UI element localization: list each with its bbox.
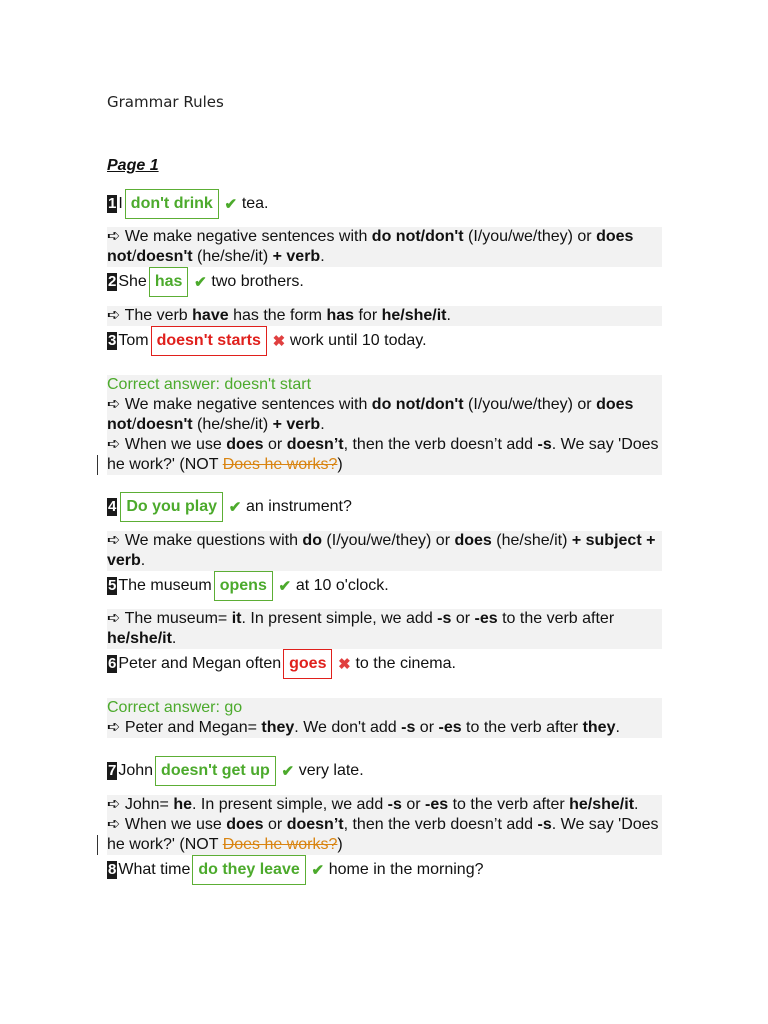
text-cursor [97, 835, 98, 855]
bold-text: doesn’t [286, 436, 344, 453]
explanation-1 [107, 227, 662, 267]
explanation-line [107, 227, 662, 267]
bold-text: -s [537, 816, 552, 833]
check-icon: ✔ [281, 763, 295, 780]
question-7 [107, 755, 364, 787]
bold-text: he/she/it [107, 630, 172, 647]
explanation-line [107, 795, 662, 815]
explanation-4 [107, 531, 662, 571]
question-text-before: I [118, 195, 123, 212]
bold-text: they [582, 719, 616, 736]
question-2 [107, 266, 304, 298]
answer-box: doesn't get up [155, 756, 276, 786]
text-run: . We say 'Does he work?' (NOT [107, 436, 659, 473]
bold-text: + subject + verb [107, 532, 656, 569]
text-run: for [354, 307, 382, 324]
text-run: . [171, 630, 177, 647]
text-run: ) [337, 836, 343, 853]
bold-text: -s [437, 610, 452, 627]
text-run: ➪ When we use [107, 816, 227, 833]
explanation-2 [107, 306, 662, 326]
question-text-before: The museum [118, 577, 212, 594]
bold-text: does not [107, 228, 634, 265]
text-run: ➪ Peter and Megan= [107, 719, 262, 736]
answer-box: doesn't starts [151, 326, 267, 356]
question-text-after: work until 10 today. [289, 332, 427, 349]
question-text-after: at 10 o'clock. [295, 577, 389, 594]
cross-icon: ✖ [272, 333, 286, 350]
question-text-after: home in the morning? [328, 861, 484, 878]
bold-text: doesn't [136, 248, 193, 265]
document-title: Grammar Rules [107, 93, 224, 111]
question-number: 2 [108, 273, 117, 290]
question-number: 8 [108, 861, 117, 878]
bold-text: -es [438, 719, 462, 736]
bold-text: -s [387, 796, 402, 813]
answer-box: opens [214, 571, 273, 601]
bold-text: + verb [272, 416, 321, 433]
question-number: 5 [108, 577, 117, 594]
text-run: ➪ When we use [107, 436, 227, 453]
question-text-before: Peter and Megan often [118, 655, 282, 672]
text-run: . We don't add [294, 719, 402, 736]
text-run: . [634, 796, 639, 813]
text-run: (he/she/it) [192, 248, 273, 265]
bold-text: do not/don't [371, 396, 464, 413]
explanation-line [107, 395, 662, 435]
text-run: or [263, 816, 287, 833]
answer-box: has [149, 267, 189, 297]
question-number: 4 [108, 498, 117, 515]
question-text-after: tea. [241, 195, 269, 212]
question-text-before: What time [118, 861, 191, 878]
correct-answer: Correct answer: go [107, 699, 243, 716]
question-5 [107, 570, 389, 602]
text-run: or [415, 719, 439, 736]
check-icon: ✔ [311, 862, 325, 879]
text-run: . [320, 416, 325, 433]
correct-answer: Correct answer: doesn't start [107, 376, 312, 393]
question-text-after: very late. [298, 762, 364, 779]
text-run: ➪ John= [107, 796, 174, 813]
answer-box: goes [283, 649, 332, 679]
page-heading: Page 1 [107, 157, 159, 174]
text-run: . [615, 719, 620, 736]
text-run: ➪ We make negative sentences with [107, 228, 372, 245]
text-run: ➪ The verb [107, 307, 193, 324]
explanation-5 [107, 609, 662, 649]
text-run: . In present simple, we add [192, 796, 388, 813]
bold-text: + verb [272, 248, 321, 265]
bold-text: does not [107, 396, 634, 433]
text-run: ➪ The museum= [107, 610, 232, 627]
question-4 [107, 491, 352, 523]
bold-text: does [454, 532, 492, 549]
text-run: has the form [228, 307, 327, 324]
bold-text: he/she/it [381, 307, 447, 324]
bold-text: do [302, 532, 322, 549]
explanation-line [107, 435, 662, 475]
question-number: 7 [108, 762, 117, 779]
text-run: (he/she/it) [192, 416, 273, 433]
question-text-after: to the cinema. [355, 655, 456, 672]
text-run: . [320, 248, 325, 265]
text-run: (I/you/we/they) or [321, 532, 455, 549]
explanation-line [107, 718, 662, 738]
check-icon: ✔ [224, 196, 238, 213]
check-icon: ✔ [194, 274, 207, 291]
question-6 [107, 648, 456, 680]
explanation-lines [107, 395, 662, 475]
text-run: ➪ We make negative sentences with [107, 396, 372, 413]
question-number: 1 [108, 195, 117, 212]
question-1 [107, 188, 269, 220]
explanation-lines [107, 718, 662, 738]
bold-text: -es [474, 610, 498, 627]
bold-text: have [192, 307, 229, 324]
text-run: to the verb after [448, 796, 570, 813]
answer-box: don't drink [125, 189, 219, 219]
text-run: or [451, 610, 475, 627]
text-run: (I/you/we/they) or [463, 396, 597, 413]
text-run: (he/she/it) [491, 532, 572, 549]
explanation-line [107, 815, 662, 855]
text-run: to the verb after [497, 610, 615, 627]
text-run: , then the verb doesn’t add [343, 816, 538, 833]
explanation-7 [107, 795, 662, 855]
explanation-6 [107, 698, 662, 738]
text-run: , then the verb doesn’t add [343, 436, 538, 453]
question-text-before: Tom [118, 332, 149, 349]
question-text-after: two brothers. [211, 273, 304, 290]
bold-text: does [226, 816, 264, 833]
text-run: . We say 'Does he work?' (NOT [107, 816, 659, 853]
explanation-line [107, 609, 662, 649]
text-run: . In present simple, we add [241, 610, 438, 627]
bold-text: -s [401, 719, 416, 736]
bold-text: -es [425, 796, 449, 813]
question-3 [107, 325, 427, 357]
question-number: 6 [108, 655, 117, 672]
explanation-3 [107, 375, 662, 475]
struck-text: Does he works? [222, 456, 338, 473]
explanation-line [107, 306, 662, 326]
question-text-before: She [118, 273, 147, 290]
text-run: / [131, 248, 137, 265]
check-icon: ✔ [228, 499, 242, 516]
bold-text: he/she/it [569, 796, 635, 813]
text-run: . [446, 307, 451, 324]
cross-icon: ✖ [338, 656, 351, 673]
bold-text: doesn’t [286, 816, 344, 833]
bold-text: they [261, 719, 295, 736]
bold-text: doesn't [136, 416, 193, 433]
question-text-before: John [118, 762, 154, 779]
bold-text: it [231, 610, 242, 627]
bold-text: do not/don't [371, 228, 464, 245]
question-8 [107, 854, 484, 886]
text-run: or [263, 436, 287, 453]
bold-text: does [226, 436, 264, 453]
text-run: / [131, 416, 137, 433]
struck-text: Does he works? [222, 836, 338, 853]
question-number: 3 [108, 332, 117, 349]
text-run: to the verb after [461, 719, 583, 736]
check-icon: ✔ [278, 578, 292, 595]
explanation-line [107, 531, 662, 571]
bold-text: he [173, 796, 193, 813]
text-cursor [97, 455, 98, 475]
bold-text: -s [537, 436, 552, 453]
bold-text: has [326, 307, 355, 324]
text-run: or [401, 796, 426, 813]
text-run: ➪ We make questions with [107, 532, 303, 549]
answer-box: Do you play [120, 492, 223, 522]
answer-box: do they leave [192, 855, 305, 885]
text-run: (I/you/we/they) or [463, 228, 597, 245]
text-run: ) [337, 456, 343, 473]
text-run: . [140, 552, 146, 569]
question-text-after: an instrument? [246, 498, 352, 515]
